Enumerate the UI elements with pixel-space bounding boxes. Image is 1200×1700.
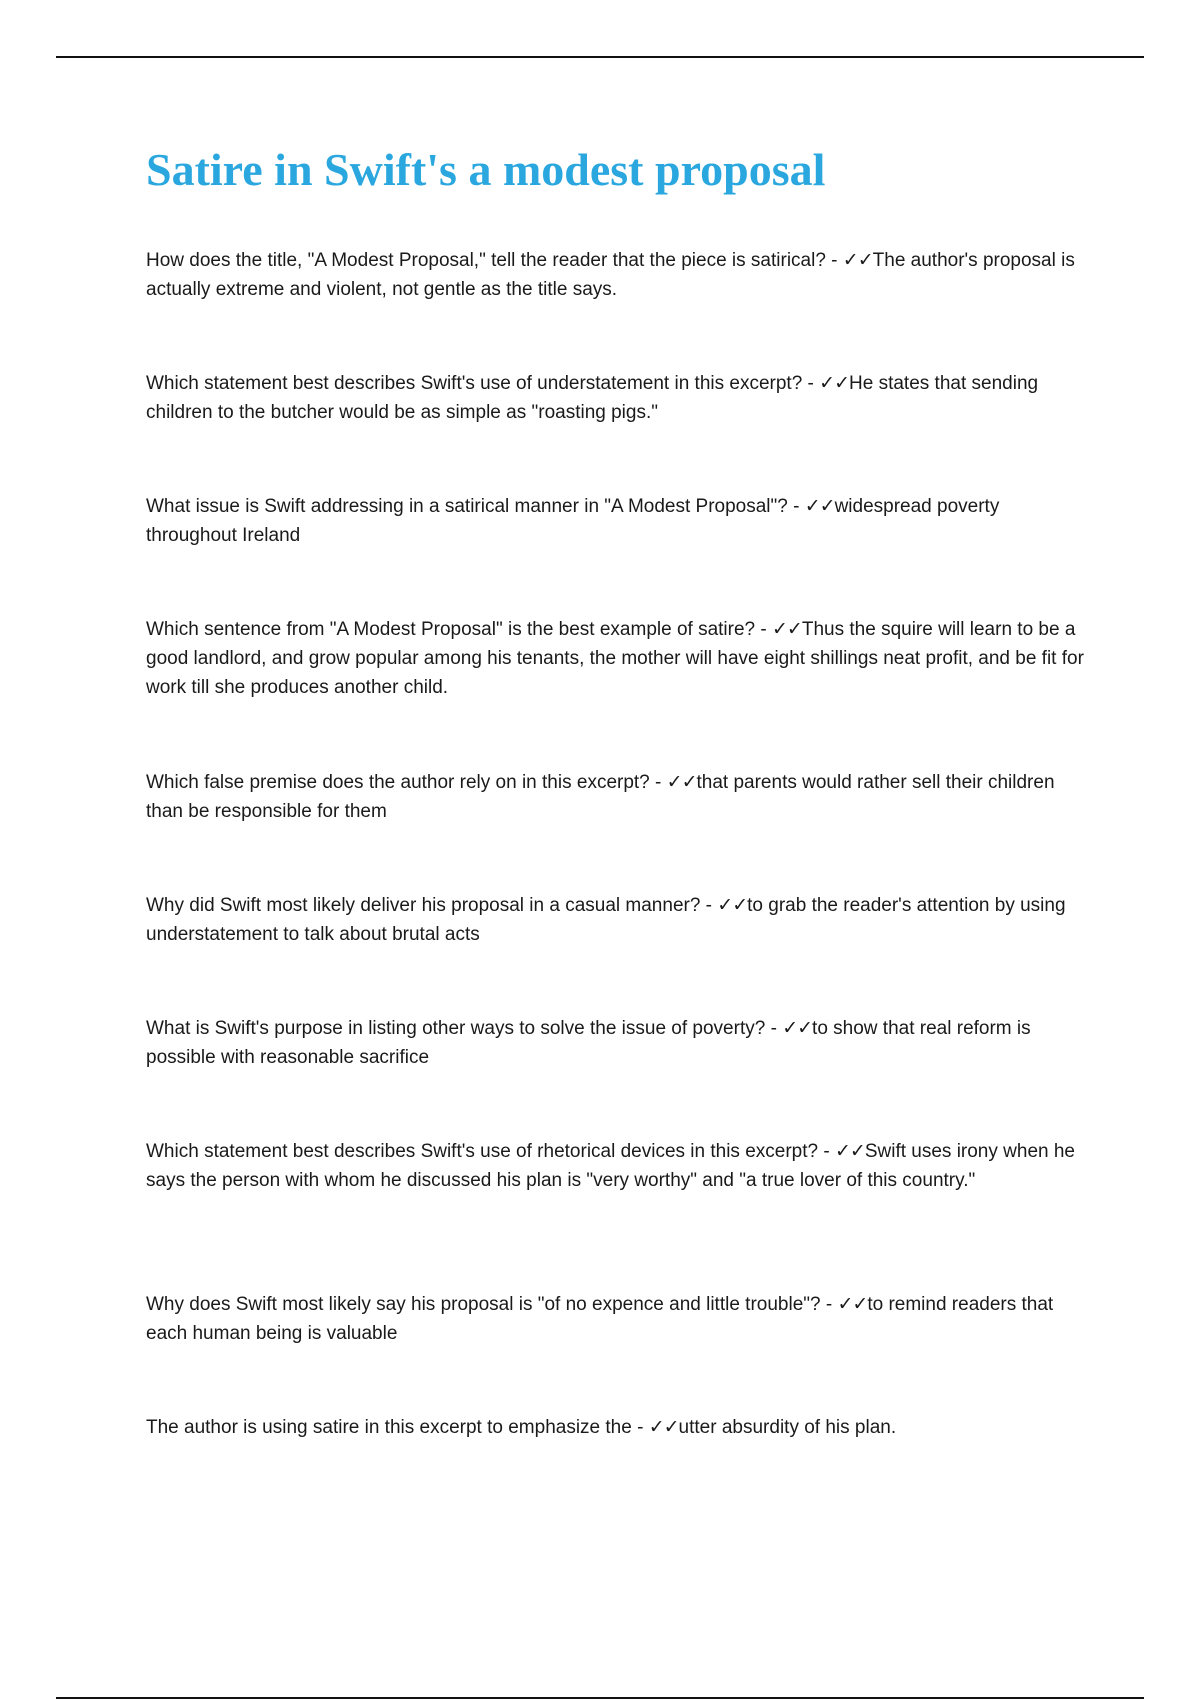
answer-text: to grab the reader's attention by using understatement to talk about brutal acts [146,895,1066,945]
qa-item-7 [146,1014,1086,1137]
answer-text: Thus the squire will learn to be a good landlord, and grow popular among his tenants, the mother will have eight shillings neat profit, and be fit for work till she produces another child. [146,619,1084,698]
separator: - [631,1417,649,1438]
double-check-icon: ✓✓ [834,1140,865,1162]
document-title: Satire in Swift's a modest proposal [146,144,826,195]
qa-item-2 [146,369,1086,492]
qa-item-9 [146,1290,1086,1413]
qa-item-3 [146,492,1086,615]
double-check-icon: ✓✓ [648,1416,679,1438]
double-check-icon: ✓✓ [772,618,802,640]
separator: - [700,895,718,916]
top-rule [56,56,1144,58]
answer-text: to show that real reform is possible with reasonable sacrifice [146,1018,1031,1068]
double-check-icon: ✓✓ [666,771,697,793]
double-check-icon: ✓✓ [819,372,850,394]
separator: - [765,1018,783,1039]
separator: - [787,496,805,517]
question-text: Why does Swift most likely say his proposal is "of no expence and little trouble"? [146,1294,821,1315]
qa-list [146,246,1086,1442]
answer-text: that parents would rather sell their children than be responsible for them [146,772,1055,822]
separator: - [802,373,820,394]
separator: - [818,1141,835,1162]
question-text: What issue is Swift addressing in a satirical manner in "A Modest Proposal"? [146,496,788,517]
qa-item-1 [146,246,1086,369]
question-text: Which statement best describes Swift's use of understatement in this excerpt? [146,373,803,394]
question-text: Which statement best describes Swift's use of rhetorical devices in this excerpt? [146,1141,819,1162]
answer-text: The author's proposal is actually extreme and violent, not gentle as the title says. [146,250,1075,300]
question-text: Why did Swift most likely deliver his proposal in a casual manner? [146,895,701,916]
separator: - [649,772,667,793]
answer-text: utter absurdity of his plan. [678,1417,897,1438]
answer-text: Swift uses irony when he says the person with whom he discussed his plan is "very worthy" and "a true lover of this country." [146,1141,1075,1191]
answer-text: widespread poverty throughout Ireland [146,496,1000,546]
double-check-icon: ✓✓ [804,495,835,517]
double-check-icon: ✓✓ [717,894,748,916]
answer-text: He states that sending children to the butcher would be as simple as "roasting pigs." [146,373,1039,423]
separator: - [755,619,773,640]
qa-item-6 [146,891,1086,1014]
separator: - [825,250,843,271]
bottom-rule [56,1697,1144,1699]
qa-item-10 [146,1413,1086,1442]
qa-item-8 [146,1137,1086,1290]
answer-text: to remind readers that each human being is valuable [146,1294,1054,1344]
question-text: Which sentence from "A Modest Proposal" is the best example of satire? [146,619,756,640]
separator: - [820,1294,838,1315]
question-text: Which false premise does the author rely on in this excerpt? [146,772,650,793]
qa-item-5 [146,768,1086,891]
question-text: How does the title, "A Modest Proposal," tell the reader that the piece is satirical? [146,250,826,271]
double-check-icon: ✓✓ [842,249,873,271]
question-text: What is Swift's purpose in listing other ways to solve the issue of poverty? [146,1018,766,1039]
qa-item-4 [146,615,1086,768]
double-check-icon: ✓✓ [782,1017,813,1039]
question-text: The author is using satire in this excerpt to emphasize the [146,1417,632,1438]
double-check-icon: ✓✓ [837,1293,868,1315]
